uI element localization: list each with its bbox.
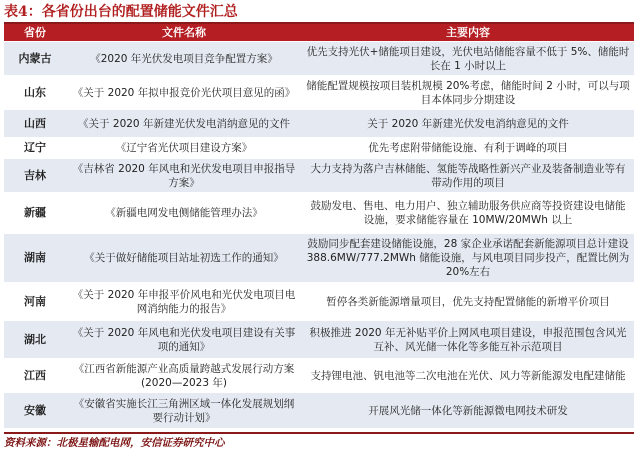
table-row	[4, 283, 634, 321]
table-row	[4, 359, 634, 393]
province-cell: 湖北	[4, 321, 66, 359]
province-cell: 安徽	[4, 393, 66, 429]
header-row	[4, 24, 634, 42]
document-cell: 《关于 2020 年申报平价风电和光伏发电项目电网消纳能力的报告》	[66, 283, 302, 321]
header-content: 主要内容	[302, 24, 634, 42]
document-cell: 《关于 2020 年风电和光伏发电项目建设有关事项的通知》	[66, 321, 302, 359]
table-row	[4, 76, 634, 110]
document-cell: 《吉林省 2020 年风电和光伏发电项目申报指导方案》	[66, 159, 302, 193]
document-cell: 《关于 2020 年新建光伏发电消纳意见的文件	[66, 110, 302, 138]
document-cell: 《新疆电网发电侧储能管理办法》	[66, 193, 302, 234]
province-cell: 河南	[4, 283, 66, 321]
content-cell: 大力支持为落户吉林储能、氢能等战略性新兴产业及装备制造业等有带动作用的项目	[302, 159, 634, 193]
province-cell: 江西	[4, 359, 66, 393]
document-cell: 《关于做好储能项目站址初选工作的通知》	[66, 234, 302, 283]
content-cell: 优先支持光伏+储能项目建设，光伏电站储能容量不低于 5%、储能时长在 1 小时以上	[302, 42, 634, 76]
province-cell: 吉林	[4, 159, 66, 193]
content-cell: 优先考虑附带储能设施、有利于调峰的项目	[302, 138, 634, 159]
table-row	[4, 110, 634, 138]
content-cell: 开展风光储一体化等新能源微电网技术研发	[302, 393, 634, 429]
policy-table	[4, 24, 634, 428]
table-row	[4, 42, 634, 76]
source-note: 资料来源：北极星输配电网，安信证券研究中心	[4, 432, 634, 454]
content-cell: 支持锂电池、钒电池等二次电池在光伏、风力等新能源发电配建储能	[302, 359, 634, 393]
header-document: 文件名称	[66, 24, 302, 42]
table-row	[4, 138, 634, 159]
document-cell: 《辽宁省光伏项目建设方案》	[66, 138, 302, 159]
table-row	[4, 234, 634, 283]
content-cell: 积极推进 2020 年无补贴平价上网风电项目建设，申报范围包含风光互补、风光储一体化等多能互补示范项目	[302, 321, 634, 359]
province-cell: 内蒙古	[4, 42, 66, 76]
document-cell: 《关于 2020 年拟申报竞价光伏项目意见的函》	[66, 76, 302, 110]
table-row	[4, 321, 634, 359]
content-cell: 鼓励发电、售电、电力用户、独立辅助服务供应商等投资建设电储能设施，要求储能容量在 10MW/20MWh 以上	[302, 193, 634, 234]
table-row	[4, 393, 634, 429]
province-cell: 湖南	[4, 234, 66, 283]
province-cell: 新疆	[4, 193, 66, 234]
document-cell: 《2020 年光伏发电项目竞争配置方案》	[66, 42, 302, 76]
header-province: 省份	[4, 24, 66, 42]
content-cell: 鼓励同步配套建设储能设施，28 家企业承诺配套新能源项目总计建设 388.6MW/777.2MWh 储能设施，与风电项目同步投产，配置比例为 20%左右	[302, 234, 634, 283]
table-row	[4, 159, 634, 193]
table-row	[4, 193, 634, 234]
content-cell: 暂停各类新能源增量项目，优先支持配置储能的新增平价项目	[302, 283, 634, 321]
province-cell: 山东	[4, 76, 66, 110]
content-cell: 储能配置规模按项目装机规模 20%考虑，储能时间 2 小时，可以与项目本体同步分期建设	[302, 76, 634, 110]
table-title: 表4：各省份出台的配置储能文件汇总	[4, 2, 634, 24]
document-cell: 《江西省新能源产业高质量跨越式发展行动方案(2020—2023 年)	[66, 359, 302, 393]
content-cell: 关于 2020 年新建光伏发电消纳意见的文件	[302, 110, 634, 138]
province-cell: 辽宁	[4, 138, 66, 159]
province-cell: 山西	[4, 110, 66, 138]
document-cell: 《安徽省实施长江三角洲区域一体化发展规划纲要行动计划》	[66, 393, 302, 429]
